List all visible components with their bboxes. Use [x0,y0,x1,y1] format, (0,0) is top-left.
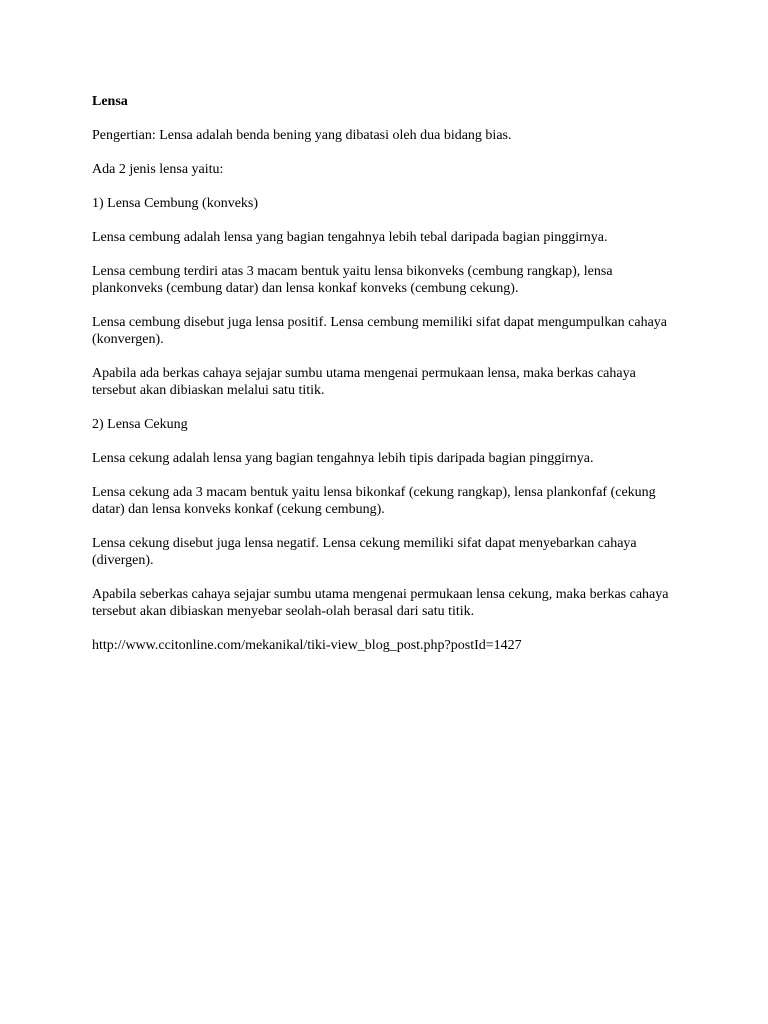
paragraph-convex-positive: Lensa cembung disebut juga lensa positif. Lensa cembung memiliki sifat dapat mengumpulkan cahaya (konvergen). [92,315,668,347]
document-page [92,93,682,671]
paragraph-concave-shapes: Lensa cekung ada 3 macam bentuk yaitu lensa bikonkaf (cekung rangkap), lensa plankonfaf (cekung datar) dan lensa konveks konkaf (cekung cembung). [92,485,656,517]
heading-concave-lens: 2) Lensa Cekung [92,417,188,432]
paragraph-convex-shapes: Lensa cembung terdiri atas 3 macam bentuk yaitu lensa bikonveks (cembung rangkap), lensa plankonveks (cembung datar) dan lensa konkaf konveks (cembung cekung). [92,264,613,296]
paragraph-convex-definition: Lensa cembung adalah lensa yang bagian tengahnya lebih tebal daripada bagian pinggirnya. [92,230,608,245]
paragraph-definition: Pengertian: Lensa adalah benda bening yang dibatasi oleh dua bidang bias. [92,128,512,143]
document-title: Lensa [92,94,128,109]
paragraph-types-intro: Ada 2 jenis lensa yaitu: [92,162,224,177]
paragraph-convex-refraction: Apabila ada berkas cahaya sejajar sumbu utama mengenai permukaan lensa, maka berkas cahaya tersebut akan dibiaskan melalui satu titik. [92,366,636,398]
source-url: http://www.ccitonline.com/mekanikal/tiki-view_blog_post.php?postId=1427 [92,638,522,653]
paragraph-concave-refraction: Apabila seberkas cahaya sejajar sumbu utama mengenai permukaan lensa cekung, maka berkas cahaya tersebut akan dibiaskan menyebar seolah-olah berasal dari satu titik. [92,587,669,619]
paragraph-concave-definition: Lensa cekung adalah lensa yang bagian tengahnya lebih tipis daripada bagian pinggirnya. [92,451,594,466]
paragraph-concave-negative: Lensa cekung disebut juga lensa negatif. Lensa cekung memiliki sifat dapat menyebarkan cahaya (divergen). [92,536,637,568]
heading-convex-lens: 1) Lensa Cembung (konveks) [92,196,259,211]
